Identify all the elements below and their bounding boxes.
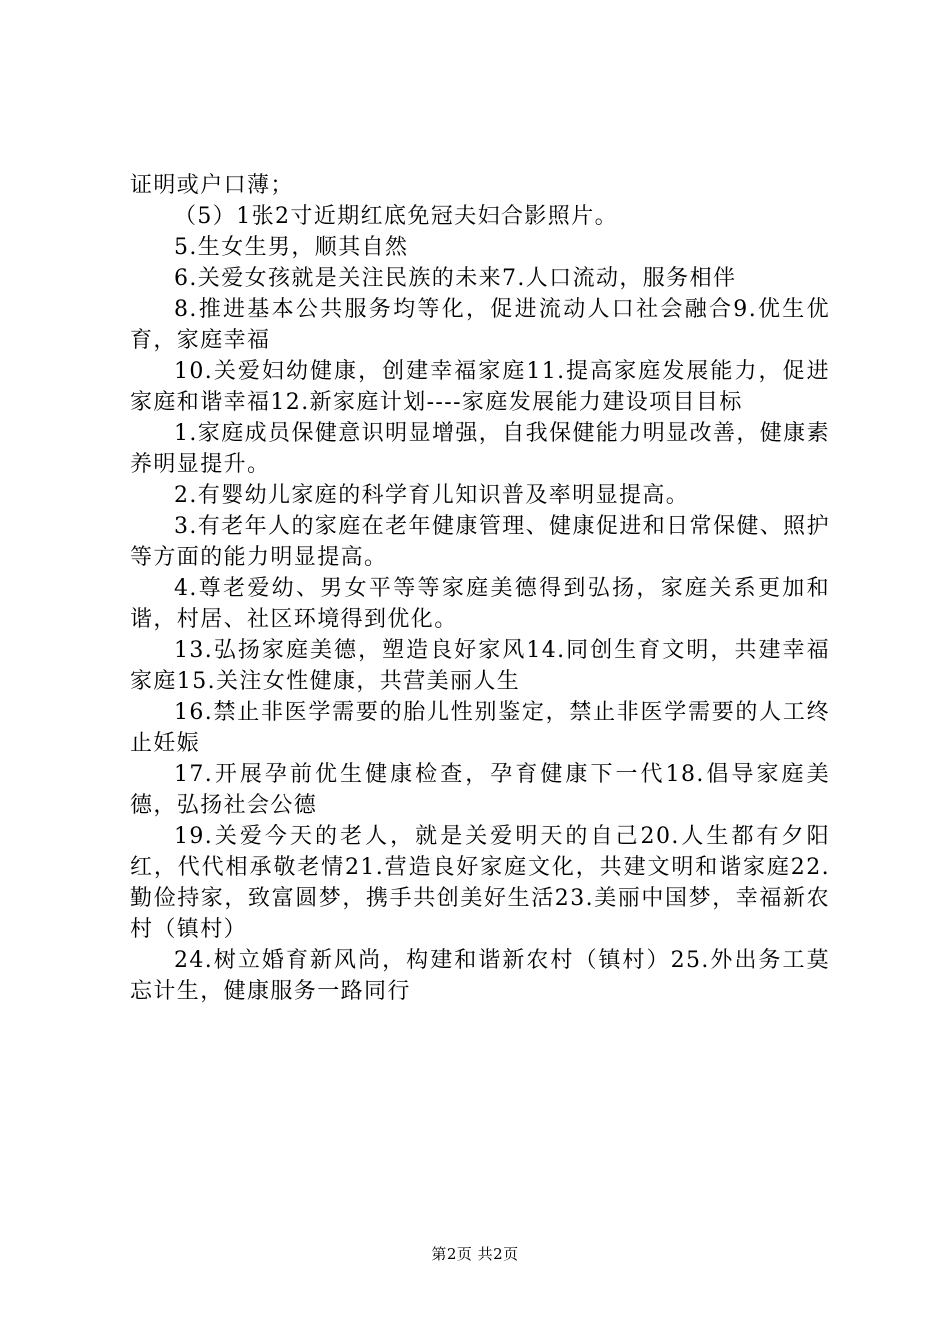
paragraph-continuation: 证明或户口薄； (130, 173, 294, 198)
paragraph-slogan-16: 16.禁止非医学需要的胎儿性别鉴定，禁止非医学需要的人工终止妊娠 (130, 700, 830, 756)
paragraph-slogan-13-15: 13.弘扬家庭美德，塑造良好家风14.同创生育文明，共建幸福家庭15.关注女性健康，共营美丽人生 (130, 638, 830, 694)
document-body (130, 170, 830, 1007)
paragraph-slogan-5: 5.生女生男，顺其自然 (174, 235, 409, 260)
page-footer: 第2页 共2页 (431, 1245, 519, 1263)
paragraph-slogan-6-7: 6.关爱女孩就是关注民族的未来7.人口流动，服务相伴 (174, 266, 737, 291)
paragraph-slogan-24-25: 24.树立婚育新风尚，构建和谐新农村（镇村）25.外出务工莫忘计生，健康服务一路同行 (130, 948, 830, 1004)
paragraph-slogan-19-23: 19.关爱今天的老人，就是关爱明天的自己20.人生都有夕阳红，代代相承敬老情21.营造良好家庭文化，共建文明和谐家庭22.勤俭持家，致富圆梦，携手共创美好生活23.美丽中国梦，幸福新农村（镇村） (130, 824, 830, 942)
paragraph-slogan-10-12: 10.关爱妇幼健康，创建幸福家庭11.提高家庭发展能力，促进家庭和谐幸福12.新家庭计划----家庭发展能力建设项目目标 (130, 359, 830, 415)
paragraph-goal-1: 1.家庭成员保健意识明显增强，自我保健能力明显改善，健康素养明显提升。 (130, 421, 830, 477)
paragraph-goal-3: 3.有老年人的家庭在老年健康管理、健康促进和日常保健、照护等方面的能力明显提高。 (130, 514, 830, 570)
paragraph-goal-4: 4.尊老爱幼、男女平等等家庭美德得到弘扬，家庭关系更加和谐，村居、社区环境得到优化。 (130, 576, 830, 632)
paragraph-slogan-17-18: 17.开展孕前优生健康检查，孕育健康下一代18.倡导家庭美德，弘扬社会公德 (130, 762, 830, 818)
paragraph-photo-requirement: （5）1张2寸近期红底免冠夫妇合影照片。 (174, 204, 618, 229)
paragraph-goal-2: 2.有婴幼儿家庭的科学育儿知识普及率明显提高。 (174, 483, 690, 508)
paragraph-slogan-8-9: 8.推进基本公共服务均等化，促进流动人口社会融合9.优生优育，家庭幸福 (130, 297, 830, 353)
